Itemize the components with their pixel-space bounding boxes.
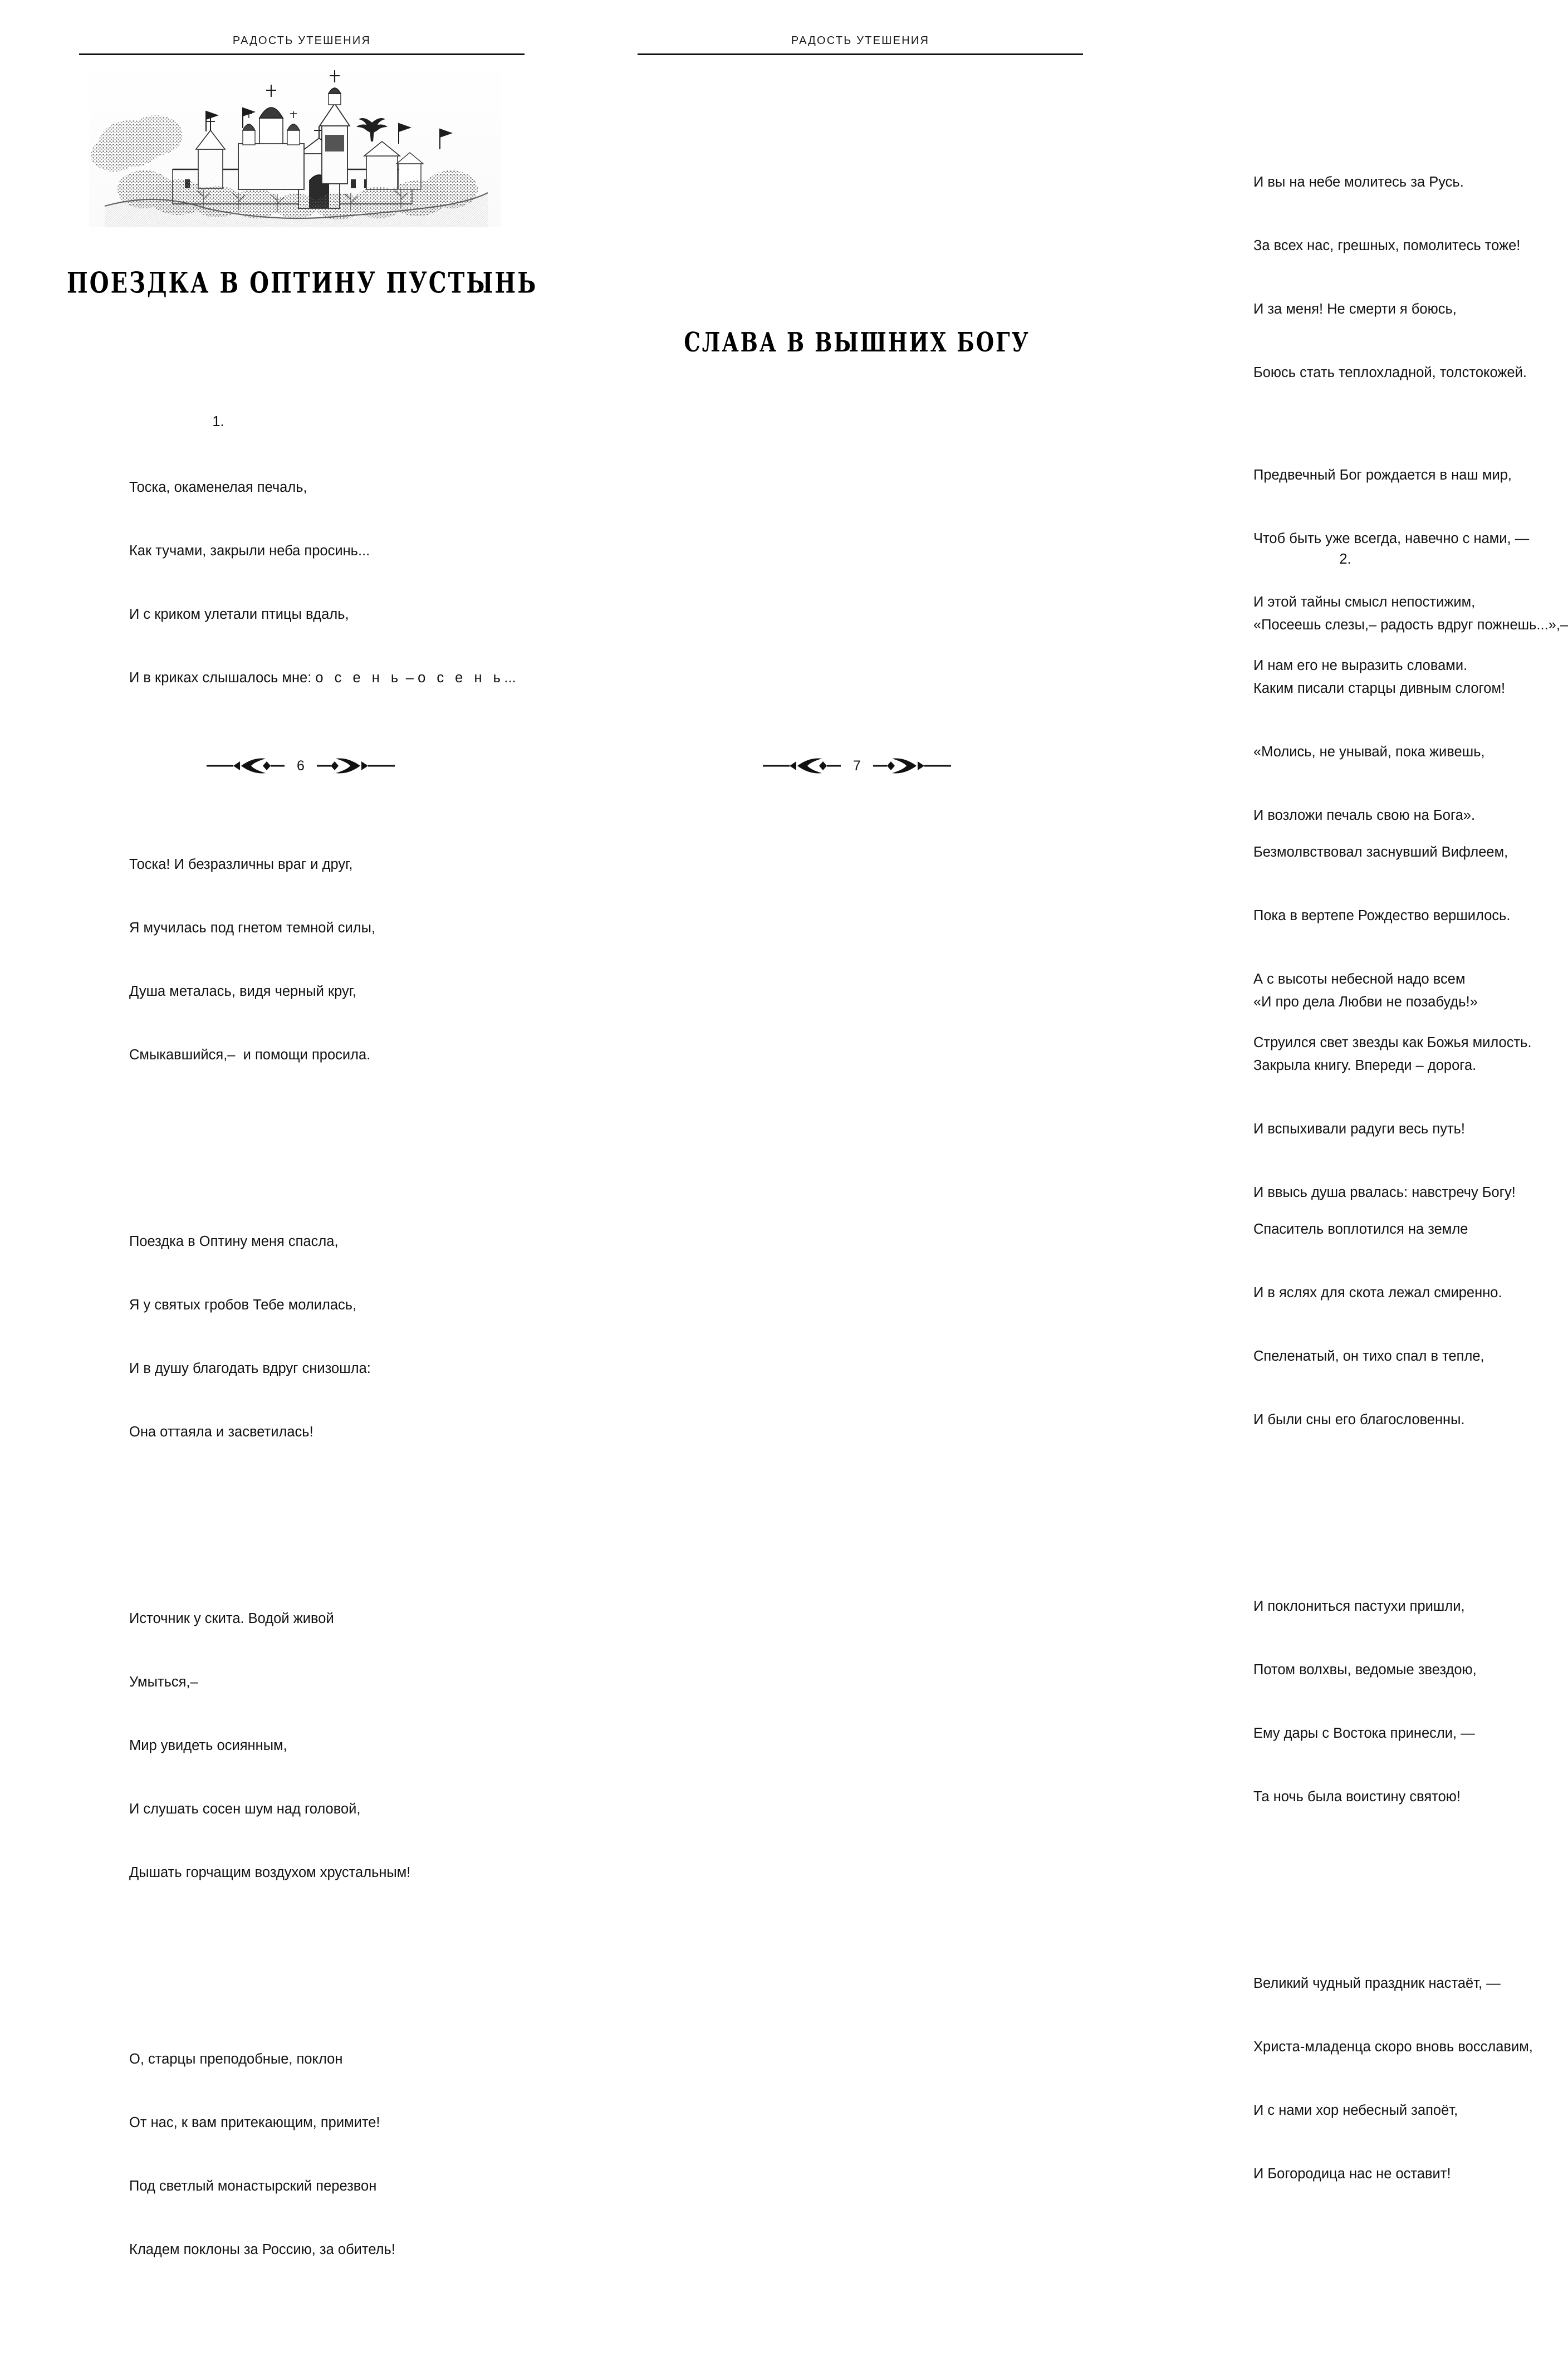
poem-line: Великий чудный праздник настаёт, —	[1253, 1976, 1501, 1991]
poem-line: Струился свет звезды как Божья милость.	[1253, 1035, 1532, 1050]
poem-line: За всех нас, грешных, помолитесь тоже!	[1253, 238, 1521, 253]
poem-line: «Посеешь слезы,– радость вдруг пожнешь...»,–	[1253, 617, 1568, 633]
poem-line: И с нами хор небесный запоёт,	[1253, 2103, 1458, 2118]
poem-line: «И про дела Любви не позабудь!»	[1253, 994, 1478, 1010]
poem-line: Тоска, окаменелая печаль,	[129, 480, 307, 495]
poem-body-left	[129, 305, 516, 2366]
footer-right	[662, 756, 1052, 775]
running-head	[638, 35, 1083, 55]
poem-line: И ввысь душа рвалась: навстречу Богу!	[1253, 1185, 1516, 1200]
stanza	[129, 1566, 516, 1925]
ornament-right-icon	[317, 756, 395, 775]
stanza	[1253, 422, 1533, 718]
poem-line: Спаситель воплотился на земле	[1253, 1221, 1468, 1237]
poem-line: И слушать сосен шум над головой,	[129, 1801, 361, 1817]
poem-line: Каким писали старцы дивным слогом!	[1253, 681, 1506, 696]
running-head-text: РАДОСТЬ УТЕШЕНИЯ	[232, 35, 371, 47]
stanza	[129, 369, 516, 731]
poem-line: Смыкавшийся,– и помощи просила.	[129, 1047, 371, 1063]
poem-line: Душа металась, видя черный круг,	[129, 984, 357, 999]
poem-line: От нас, к вам притекающим, примите!	[129, 2115, 380, 2130]
poem-title-poezdka: ПОЕЗДКА В ОПТИНУ ПУСТЫНЬ	[67, 266, 538, 300]
poem-line: Чтоб быть уже всегда, навечно с нами, —	[1253, 531, 1530, 546]
stanza	[1253, 1930, 1533, 2227]
poem-line: Христа-младенца скоро вновь восславим,	[1253, 2039, 1533, 2055]
poem-line: Источник у скита. Водой живой	[129, 1611, 334, 1626]
poem-line: Потом волхвы, ведомые звездою,	[1253, 1662, 1477, 1678]
stanza	[1253, 1553, 1533, 1850]
poem-line: Как тучами, закрыли неба просинь...	[129, 543, 370, 559]
poem-line: Я мучилась под гнетом темной силы,	[129, 920, 376, 936]
spaced-line-prefix: И в криках слышалось мне:	[129, 670, 316, 686]
section-number: 1.	[212, 414, 224, 429]
poem-line: О, старцы преподобные, поклон	[129, 2051, 343, 2067]
stanza	[129, 2006, 516, 2303]
ornament-left-icon	[763, 756, 841, 775]
running-head	[79, 35, 525, 55]
poem-line: Закрыла книгу. Впереди – дорога.	[1253, 1058, 1477, 1073]
running-head-rule	[638, 53, 1083, 55]
poem-line: И за меня! Не смерти я боюсь,	[1253, 301, 1457, 317]
page-number: 7	[853, 757, 861, 774]
poem-line: И с криком улетали птицы вдаль,	[129, 607, 349, 622]
spaced-line-separator: –	[401, 670, 418, 686]
poem-line: И возложи печаль свою на Бога».	[1253, 808, 1476, 823]
poem-line: Дышать горчащим воздухом хрустальным!	[129, 1865, 411, 1880]
poem-line: Тоска! И безразличны враг и друг,	[129, 857, 353, 872]
poem-line: Пока в вертепе Рождество вершилось.	[1253, 908, 1511, 923]
poem-line: И были сны его благословенны.	[1253, 1412, 1465, 1428]
poem-line: И нам его не выразить словами.	[1253, 658, 1468, 673]
poem-line: Под светлый монастырский перезвон	[129, 2178, 377, 2194]
poem-line: Кладем поклоны за Россию, за обитель!	[129, 2242, 395, 2257]
spaced-line-suffix: ...	[504, 670, 516, 686]
right-page	[573, 0, 1568, 2182]
poem-line: Спеленатый, он тихо спал в тепле,	[1253, 1348, 1484, 1364]
poem-line: И этой тайны смысл непостижим,	[1253, 594, 1476, 610]
poem-title-slava: СЛАВА В ВЫШНИХ БОГУ	[684, 326, 1030, 358]
spaced-word-two: о с е н ь	[418, 670, 504, 686]
stanza	[1253, 799, 1533, 1096]
poem-line: Я у святых гробов Тебе молилась,	[129, 1297, 357, 1313]
poem-line: Поездка в Оптину меня спасла,	[129, 1234, 339, 1249]
poem-line-spaced	[129, 667, 516, 688]
stanza	[129, 812, 516, 1108]
poem-line: «Молись, не унывай, пока живешь,	[1253, 744, 1485, 760]
poem-line: Боюсь стать теплохладной, толстокожей.	[1253, 365, 1527, 380]
poem-line: И в яслях для скота лежал смиренно.	[1253, 1285, 1502, 1301]
poem-line: И вспыхивали радуги весь путь!	[1253, 1121, 1465, 1137]
poem-line: А с высоты небесной надо всем	[1253, 971, 1466, 987]
poem-line: И в душу благодать вдруг снизошла:	[129, 1361, 371, 1376]
running-head-text: РАДОСТЬ УТЕШЕНИЯ	[791, 35, 930, 47]
stanza	[1253, 1176, 1533, 1473]
poem-line: Ему дары с Востока принесли, —	[1253, 1725, 1475, 1741]
poem-line: Она оттаяла и засветилась!	[129, 1424, 313, 1440]
section-number: 2.	[1339, 551, 1351, 567]
poem-line: Умыться,–	[129, 1674, 198, 1690]
stanza	[129, 1189, 516, 1485]
ornament-left-icon	[207, 756, 285, 775]
poem-line: И Богородица нас не оставит!	[1253, 2166, 1451, 2182]
optina-monastery-illustration	[89, 60, 501, 227]
running-head-rule	[79, 53, 525, 55]
ornament-right-icon	[873, 756, 951, 775]
page-number: 6	[297, 757, 305, 774]
poem-line: И вы на небе молитесь за Русь.	[1253, 174, 1464, 190]
poem-line: И поклониться пастухи пришли,	[1253, 1598, 1465, 1614]
poem-body-right-bottom	[1253, 359, 1533, 2290]
poem-line: Предвечный Бог рождается в наш мир,	[1253, 467, 1512, 483]
poem-line: Мир увидеть осиянным,	[129, 1738, 287, 1753]
left-page	[0, 0, 573, 2257]
poem-line: Та ночь была воистину святою!	[1253, 1789, 1461, 1805]
spaced-word-one: о с е н ь	[315, 670, 402, 686]
poem-line: Безмолвствовал заснувший Вифлеем,	[1253, 844, 1508, 860]
footer-left	[111, 756, 490, 775]
